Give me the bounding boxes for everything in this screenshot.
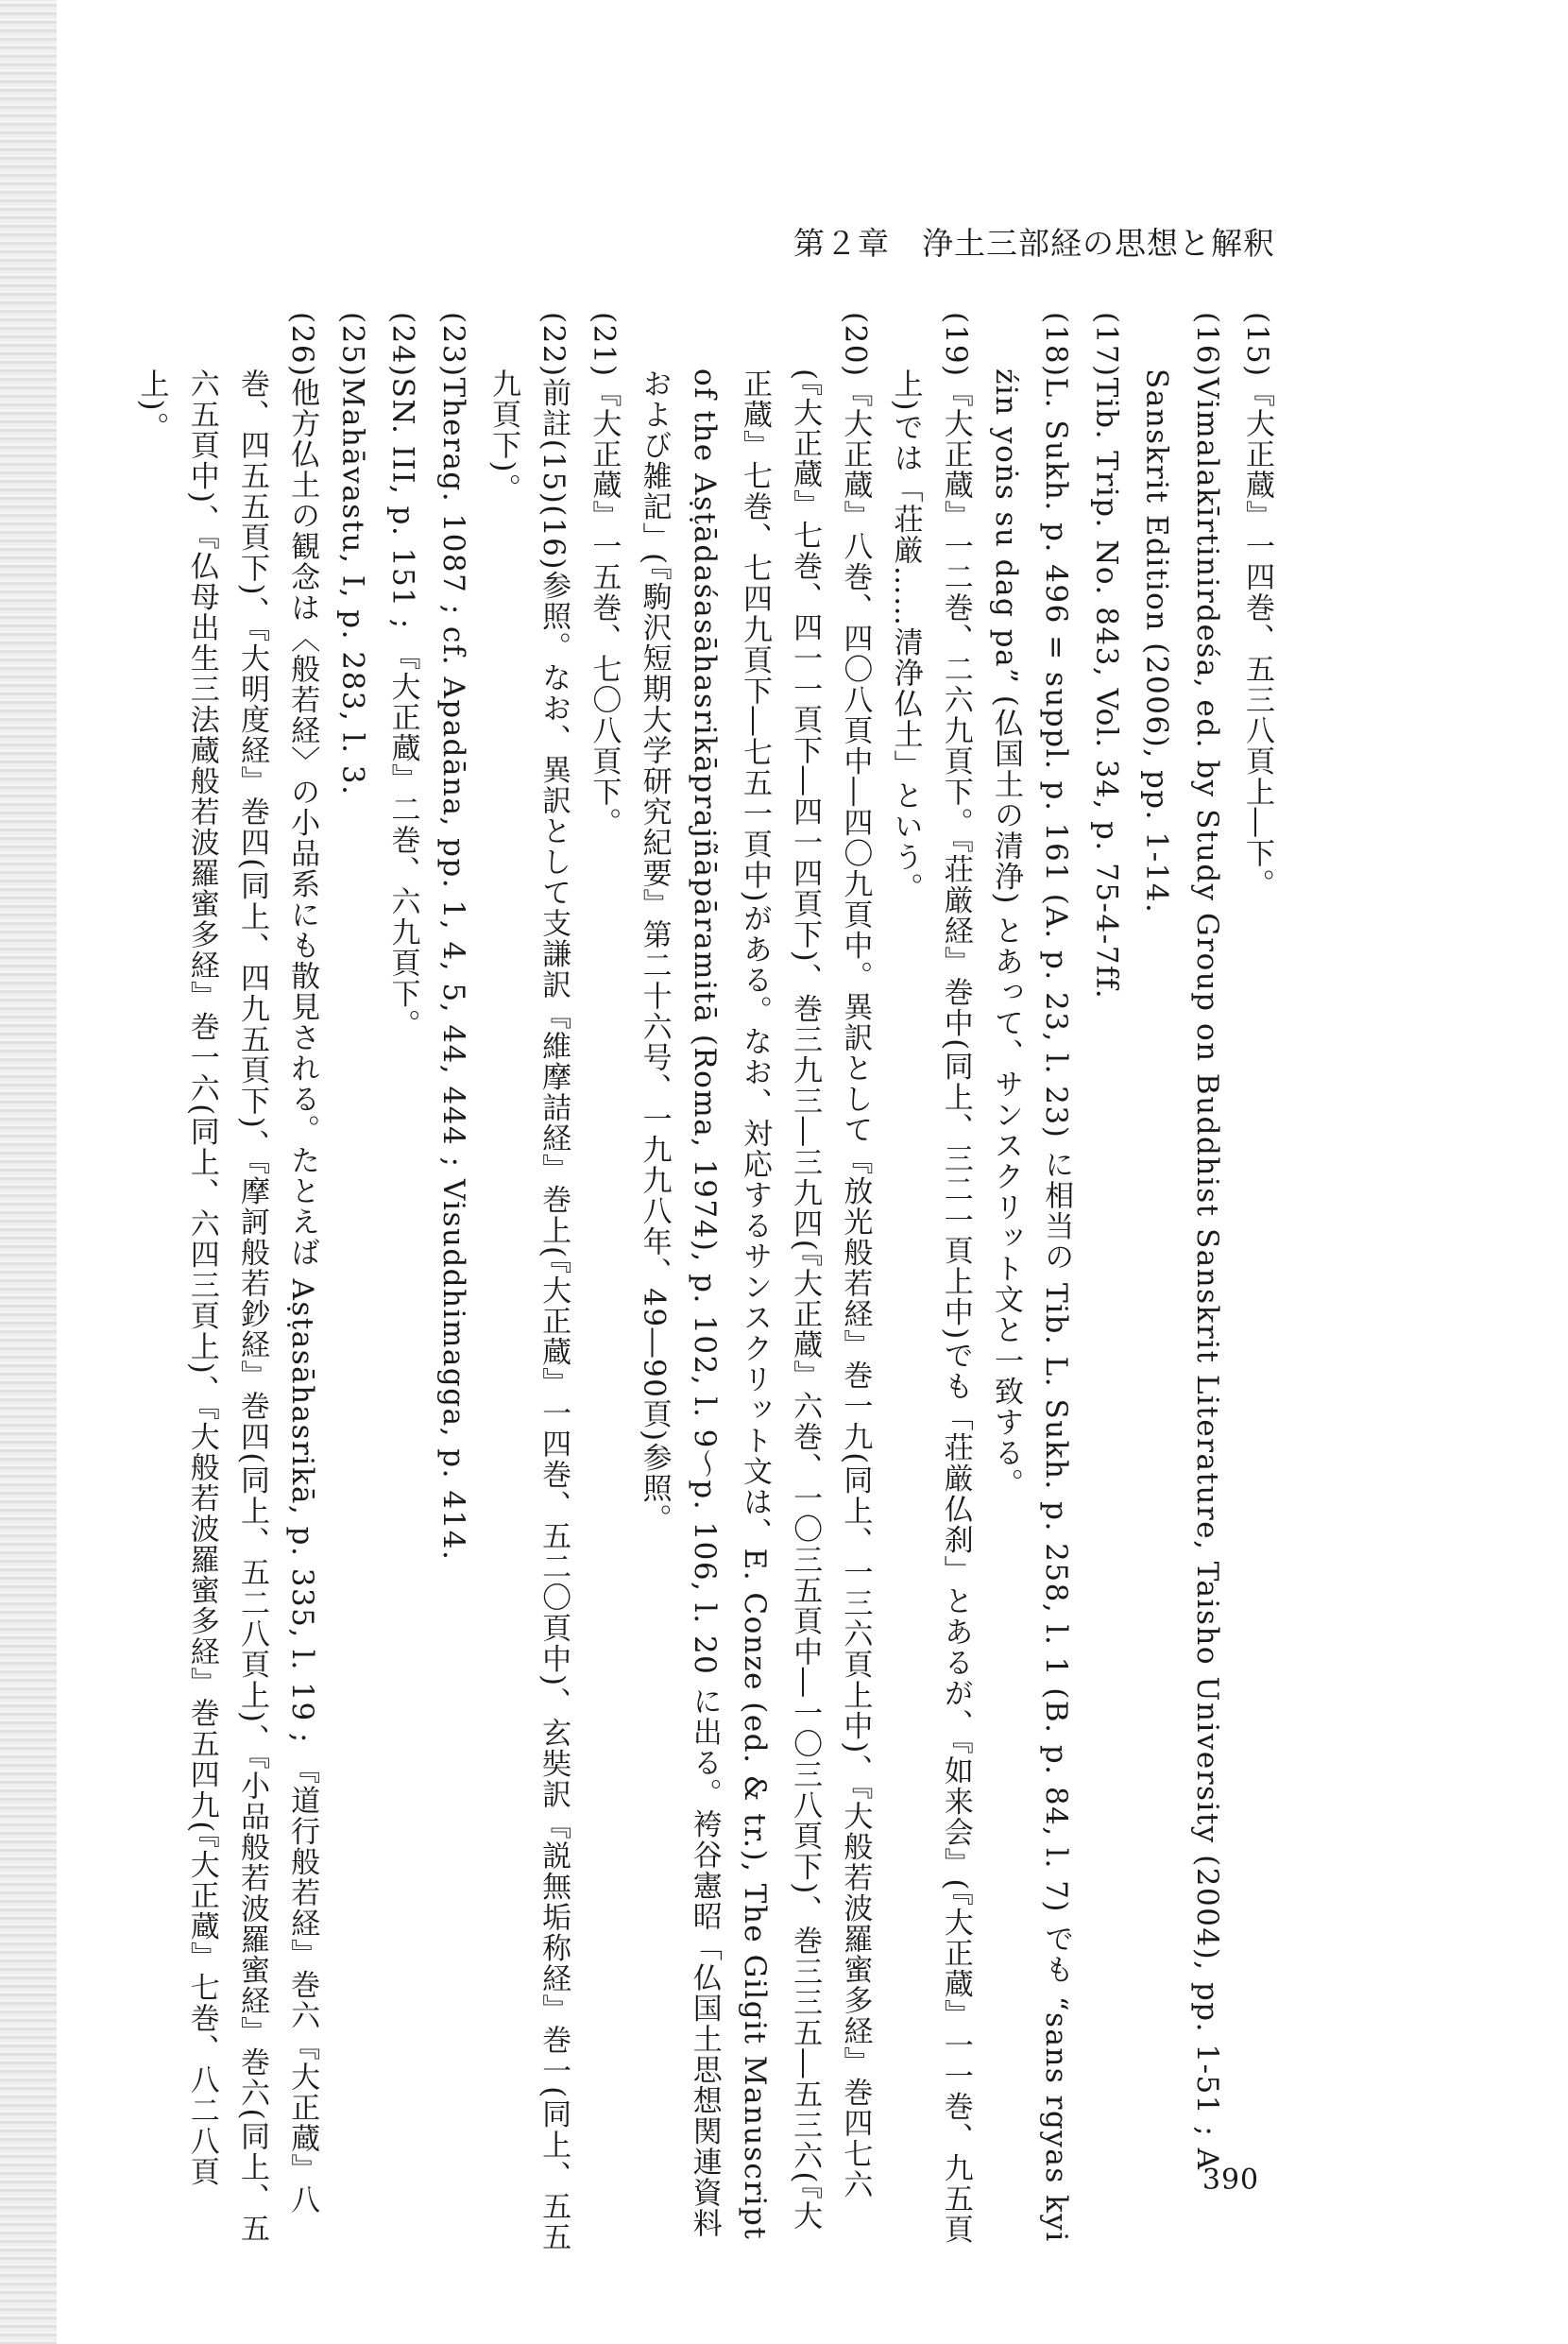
note-text: 前註(15)(16)参照。なお、異訳として支謙訳『維摩詰経』巻上(『大正蔵』一四巻、五二〇頁中)、玄奘訳『説無垢称経』巻一(同上、五五九頁下)。 xyxy=(486,368,571,2253)
running-header: 第２章 浄土三部経の思想と解釈 xyxy=(793,225,1275,262)
note-23 xyxy=(428,312,478,2258)
note-19 xyxy=(879,312,980,2258)
note-text: Tib. Trip. No. 843, Vol. 34, p. 75-4-7ff. xyxy=(1089,377,1124,1001)
note-number: (15) xyxy=(1240,312,1274,378)
note-22 xyxy=(478,312,578,2258)
note-18 xyxy=(980,312,1081,2258)
note-text: SN. III, p. 151 ; 『大正蔵』二巻、六九頁下。 xyxy=(385,377,420,1040)
note-number: (21) xyxy=(587,312,622,378)
note-text: L. Sukh. p. 496 = suppl. p. 161 (A. p. 23, l. 23) に相当の Tib. L. Sukh. p. 258, l. 1 (B. p. 84, l. 7) でも “sans rgyas kyi źin yoṅs su dag pa” (仏国土の清浄) とあって、サンスクリット文と一致する。 xyxy=(988,368,1074,2243)
note-number: (24) xyxy=(385,312,420,378)
note-25 xyxy=(327,312,377,2258)
note-text: 『大正蔵』八巻、四〇八頁中―四〇九頁中。異訳として『放光般若経』巻一九(同上、一三六頁上中)、『大般若波羅蜜多経』巻四七六(『大正蔵』七巻、四一一頁下―四一四頁下)、巻三九三―三九四(『大正蔵』六巻、一〇三五頁中―一〇三八頁下)、巻三三五―五三六(『大正蔵』七巻、七四九頁下―七五一頁中)がある。なお、対応するサンスクリット文は、E. Conze (ed. & tr.), The Gilgit Manuscript of the Aṣṭādaśasāhasrikāprajñāpāramitā (Roma, 1974), p. 102, l. 9～p. 106, l. 20 に出る。袴谷憲昭「仏国土思想関連資料および雑記」(『駒沢短期大学研究紀要』第二十六号、一九九八年、49―90頁)参照。 xyxy=(637,368,873,2241)
note-24 xyxy=(377,312,427,2258)
note-text: Therag. 1087 ; cf. Apadāna, pp. 1, 4, 5, 44, 444 ; Visuddhimagga, p. 414. xyxy=(435,377,470,1562)
note-number: (20) xyxy=(838,312,873,378)
note-text: Mahāvastu, I, p. 283, l. 3. xyxy=(335,377,370,796)
note-number: (26) xyxy=(285,312,320,378)
note-text: 『大正蔵』一五巻、七〇八頁下。 xyxy=(587,377,622,839)
note-number: (19) xyxy=(938,312,973,378)
note-21 xyxy=(578,312,628,2258)
scan-edge-shadow xyxy=(0,0,57,2344)
note-number: (17) xyxy=(1089,312,1124,378)
note-20 xyxy=(628,312,879,2258)
page-number: 390 xyxy=(1202,2164,1260,2197)
note-text: 『大正蔵』一二巻、二六九頁下。『荘厳経』巻中(同上、三二一頁上中)でも「荘厳仏刹」とあるが、『如来会』(『大正蔵』一一巻、九五頁上)では「荘厳……清浄仏土」という。 xyxy=(888,368,973,2246)
note-17 xyxy=(1081,312,1131,2258)
note-text: Vimalakīrtinirdeśa, ed. by Study Group on Buddhist Sanskrit Literature, Taisho University (2004), pp. 1-51 ; A Sanskrit Edition (2006), pp. 1-14. xyxy=(1139,368,1224,2171)
note-26 xyxy=(126,312,327,2258)
note-15 xyxy=(1232,312,1282,2258)
note-number: (16) xyxy=(1189,312,1224,378)
note-16 xyxy=(1131,312,1231,2258)
note-number: (25) xyxy=(335,312,370,378)
note-number: (22) xyxy=(537,312,571,378)
note-text: 他方仏土の観念は〈般若経〉の小品系にも散見される。たとえば Aṣṭasāhasrikā, p. 335, l. 19 ; 『道行般若経』巻六『大正蔵』八巻、四五五頁下)、『大明度経』巻四(同上、四九五頁下)、『摩訶般若鈔経』巻四(同上、五二八頁上)、『小品般若波羅蜜経』巻六(同上、五六五頁中)、『仏母出生三法蔵般若波羅蜜多経』巻一六(同上、六四三頁上)、『大般若波羅蜜多経』巻五四九(『大正蔵』七巻、八二八頁上)。 xyxy=(134,368,320,2245)
note-number: (23) xyxy=(435,312,470,378)
note-text: 『大正蔵』一四巻、五三八頁上―下。 xyxy=(1240,377,1274,900)
note-number: (18) xyxy=(1039,312,1074,378)
endnotes-column-block xyxy=(68,312,1282,2258)
